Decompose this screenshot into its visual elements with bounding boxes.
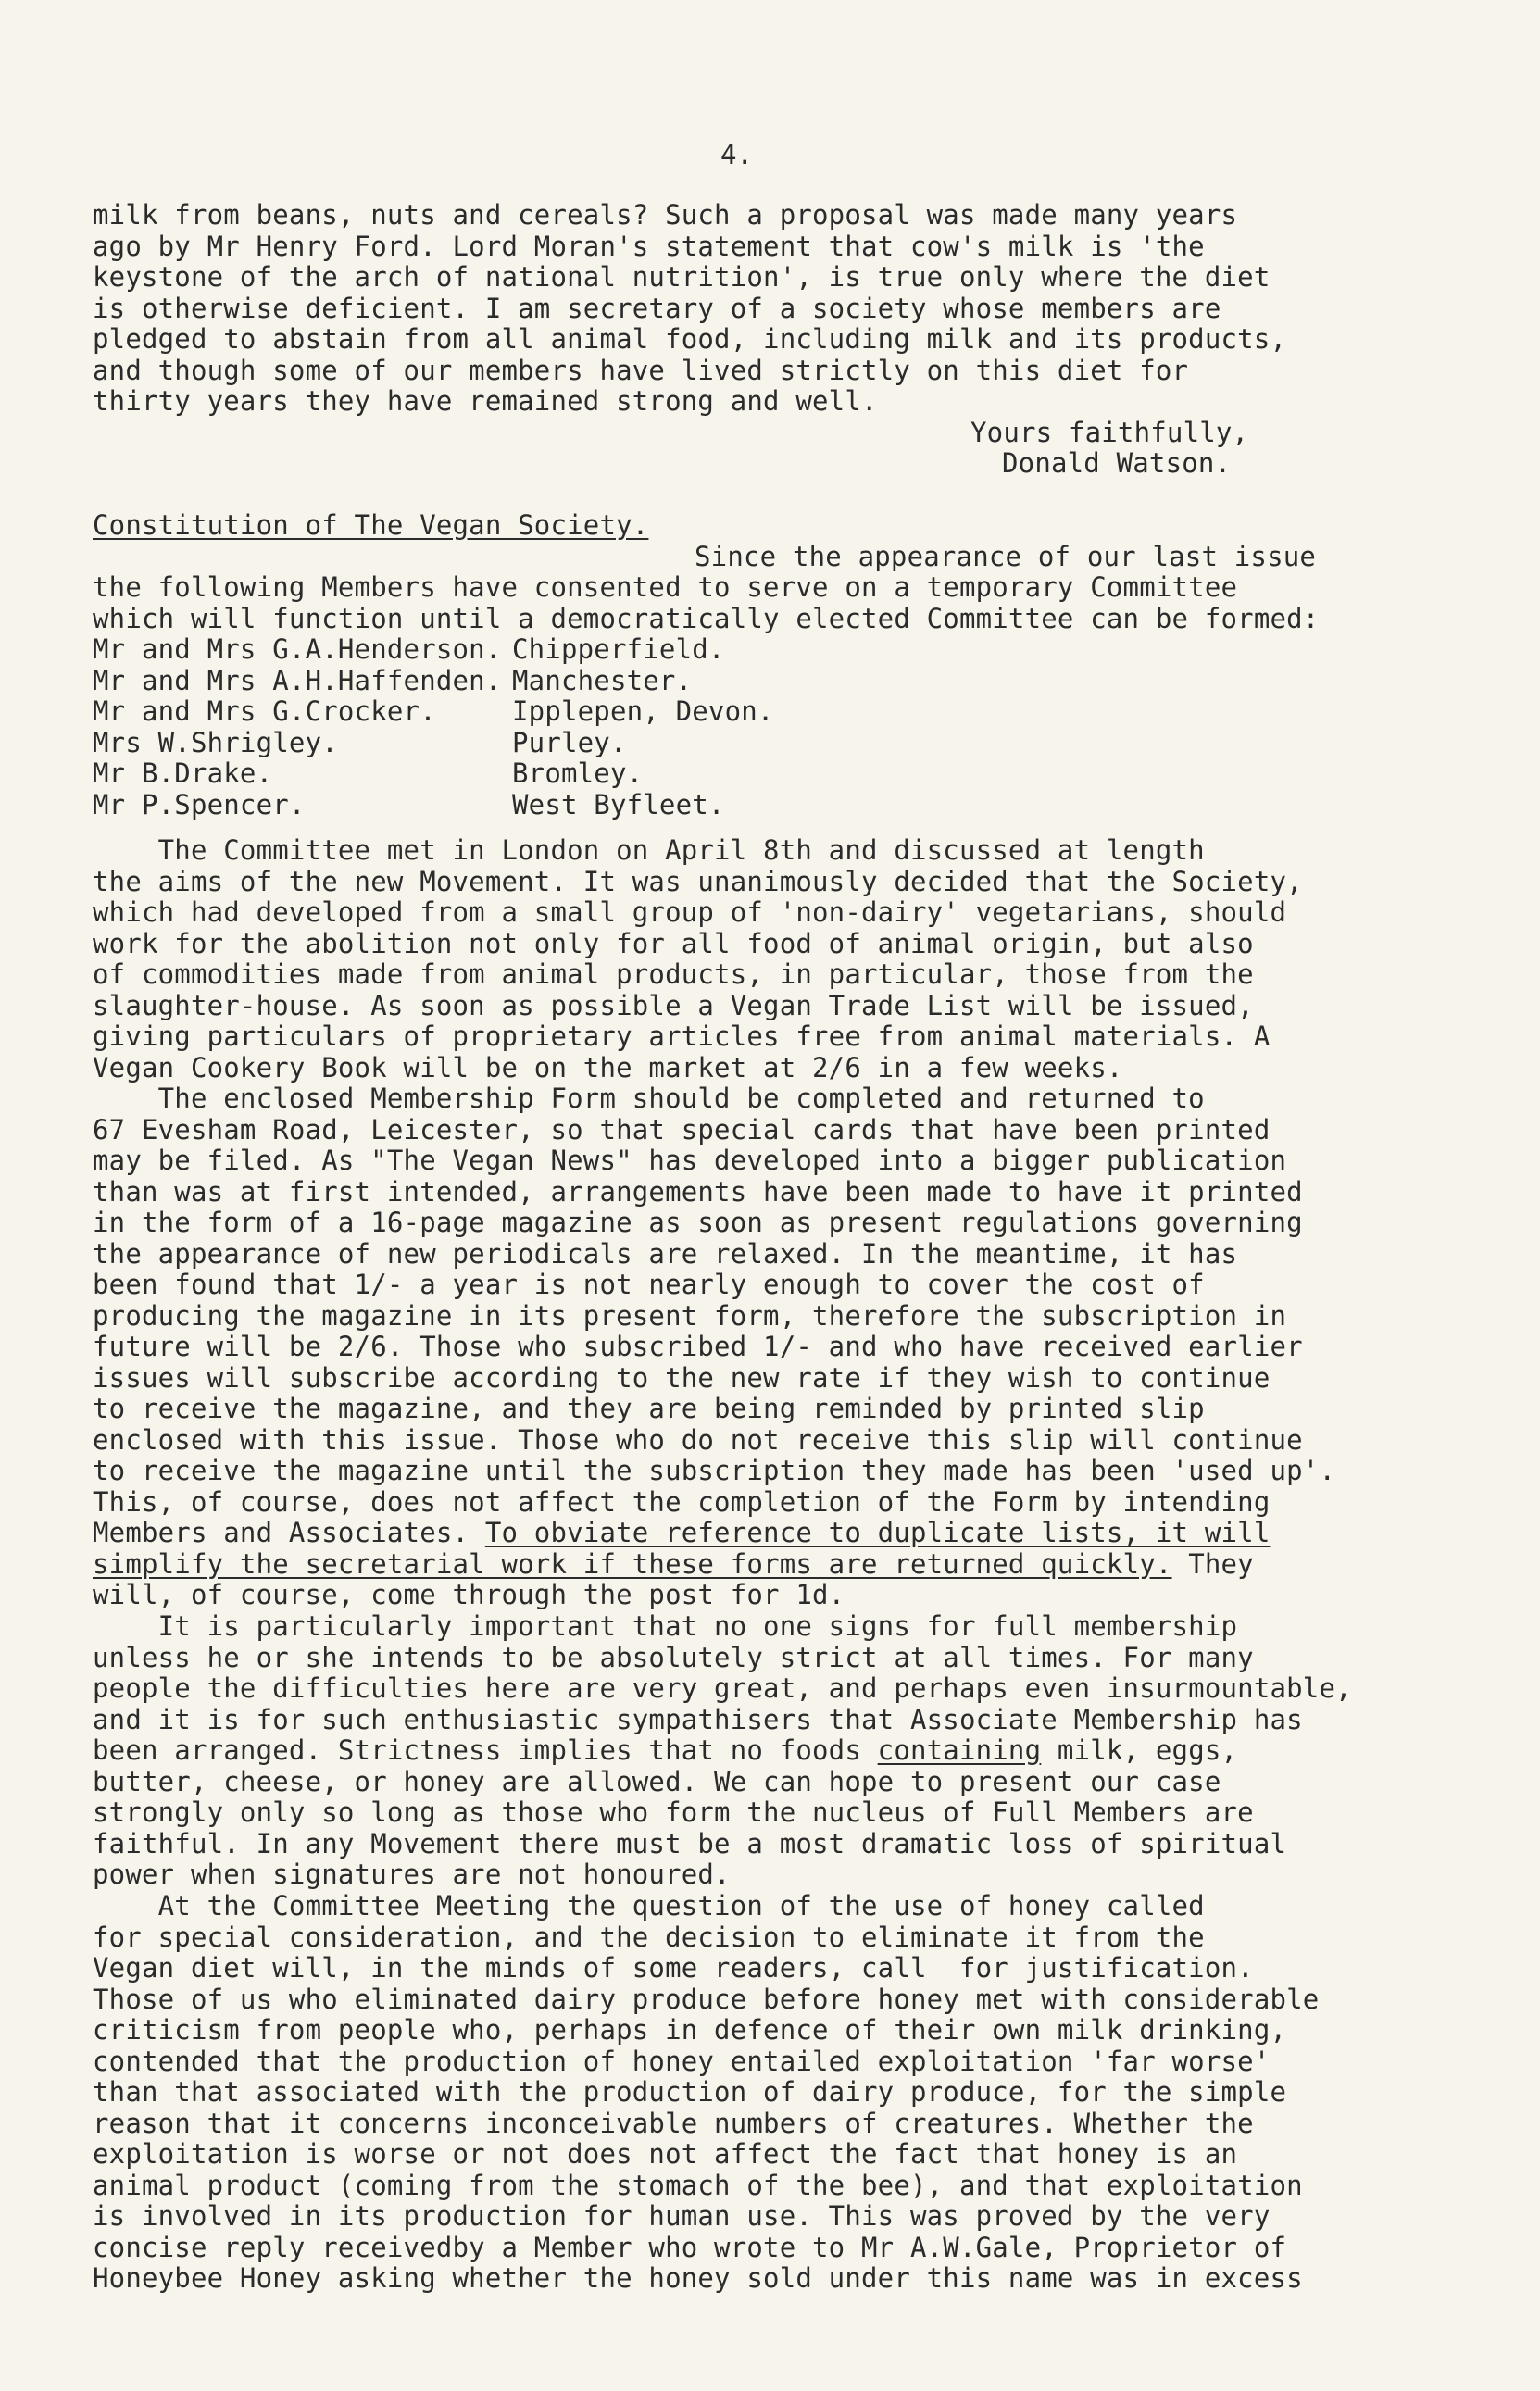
text-line: enclosed with this issue. Those who do not receive this slip will continue [93,1423,1303,1456]
text-line: giving particulars of proprietary articles free from animal materials. A [93,1020,1271,1052]
text-plain: been arranged. Strictness implies that no foods [93,1734,878,1766]
member-name: Mr and Mrs A.H.Haffenden. [93,664,502,696]
text-line: Vegan Cookery Book will be on the market at 2/6 in a few weeks. [93,1051,1123,1083]
text-line: The enclosed Membership Form should be completed and returned to [93,1083,1205,1114]
text-line: reason that it concerns inconceivable numbers of creatures. Whether the [93,2107,1254,2139]
text-line: faithful. In any Movement there must be a most dramatic loss of spiritual [93,1827,1287,1859]
text-line: the aims of the new Movement. It was unanimously decided that the Society, [93,865,1303,897]
text-plain: They [1171,1547,1254,1580]
text-line: been found that 1/- a year is not nearly enough to cover the cost of [93,1269,1205,1300]
member-name: Mr and Mrs G.Crocker. [93,695,436,727]
strict-membership-paragraph [93,1611,1482,1891]
text-line [93,1735,1482,1767]
text-line: which will function until a democratically elected Committee can be formed: [93,602,1320,634]
text-line: to receive the magazine until the subscription they made has been 'used up'. [93,1455,1336,1486]
text-line: issues will subscribe according to the new rate if they wish to continue [93,1361,1271,1394]
text-line: strongly only so long as those who form the nucleus of Full Members are [93,1796,1254,1828]
text-line [93,1549,1482,1581]
text-line: power when signatures are not honoured. [93,1859,731,1890]
text-plain: Members and Associates. [93,1517,485,1548]
section-heading: Constitution of The Vegan Society. [93,509,649,541]
text-line: the appearance of new periodicals are relaxed. In the meantime, it has [93,1237,1238,1270]
text-line: slaughter-house. As soon as possible a Vegan Trade List will be issued, [93,989,1254,1021]
meeting-paragraph [93,835,1482,1083]
text-line: 67 Evesham Road, Leicester, so that special cards that have been printed [93,1113,1271,1145]
text-line: unless he or she intends to be absolutely strict at all times. For many [93,1641,1254,1673]
text-line: animal product (coming from the stomach of the bee), and that exploitation [93,2169,1303,2201]
honey-paragraph [93,1891,1482,2295]
text-line: It is particularly important that no one signs for full membership [93,1610,1238,1642]
member-name: Mrs W.Shrigley. [93,726,338,758]
member-name: Mr P.Spencer. [93,788,306,820]
text-line: and it is for such enthusiastic sympathisers that Associate Membership has [93,1703,1303,1735]
text-line: Vegan diet will, in the minds of some readers, call for justification. [93,1952,1254,1984]
underlined-text: To obviate reference to duplicate lists, it will [484,1517,1271,1548]
letter-signature: Donald Watson. [1002,447,1232,479]
text-line: will, of course, come through the post for 1d. [93,1579,845,1610]
text-line: keystone of the arch of national nutrition', is true only where the diet [93,261,1271,293]
text-line: to receive the magazine, and they are being reminded by printed slip [93,1393,1205,1424]
member-place: Chipperfield. [512,633,725,665]
text-line: contended that the production of honey entailed exploitation 'far worse' [93,2045,1271,2077]
committee-member [93,696,1482,728]
text-line: This, of course, does not affect the completion of the Form by intending [93,1485,1271,1518]
letter-closing-paragraph [93,200,1482,480]
text-line: may be filed. As "The Vegan News" has developed into a bigger publication [93,1145,1287,1176]
text-plain: milk, eggs, [1041,1734,1238,1766]
text-line: producing the magazine in its present form, therefore the subscription in [93,1299,1287,1332]
text-line: milk from beans, nuts and cereals? Such a proposal was made many years [93,199,1238,231]
committee-member [93,728,1482,759]
committee-member [93,634,1482,666]
page-number: 4. [720,139,753,170]
text-line: future will be 2/6. Those who subscribed 1/- and who have received earlier [93,1331,1303,1362]
text-line: than that associated with the production of dairy produce, for the simple [93,2076,1287,2108]
text-line: in the form of a 16-page magazine as soon as present regulations governing [93,1207,1303,1238]
member-place: Ipplepen, Devon. [512,695,774,727]
member-name: Mr B.Drake. [93,757,273,789]
text-line: of commodities made from animal products, in particular, those from the [93,958,1254,990]
constitution-section [93,510,1482,820]
membership-paragraph [93,1083,1482,1611]
underlined-word: containing [877,1734,1042,1766]
text-line: which had developed from a small group of 'non-dairy' vegetarians, should [93,896,1287,928]
text-line: ago by Mr Henry Ford. Lord Moran's statement that cow's milk is 'the [93,230,1205,262]
text-line: concise reply receivedby a Member who wrote to Mr A.W.Gale, Proprietor of [93,2231,1287,2263]
text-line: At the Committee Meeting the question of the use of honey called [93,1890,1205,1922]
member-place: West Byfleet. [512,788,725,820]
text-line: work for the abolition not only for all food of animal origin, but also [93,927,1254,959]
text-line: people the difficulties here are very great, and perhaps even insurmountable, [93,1672,1352,1704]
committee-member [93,666,1482,697]
text-line: Since the appearance of our last issue [695,540,1317,572]
letter-signoff: Yours faithfully, [970,416,1249,448]
text-line: butter, cheese, or honey are allowed. We can hope to present our case [93,1765,1221,1797]
text-line: than was at first intended, arrangements have been made to have it printed [93,1175,1303,1208]
text-line: the following Members have consented to serve on a temporary Committee [93,571,1238,603]
text-line: thirty years they have remained strong and well. [93,385,878,417]
text-line: and though some of our members have lived strictly on this diet for [93,354,1189,386]
text-line: pledged to abstain from all animal food, including milk and its products, [93,323,1287,355]
member-place: Manchester. [512,664,693,696]
text-line: The Committee met in London on April 8th and discussed at length [93,834,1205,866]
text-line [93,1518,1482,1549]
committee-member [93,790,1482,821]
member-name: Mr and Mrs G.A.Henderson. [93,633,502,665]
member-place: Purley. [512,726,627,758]
committee-member [93,758,1482,790]
text-line: Those of us who eliminated dairy produce before honey met with considerable [93,1983,1320,2015]
member-place: Bromley. [512,757,644,789]
text-line: exploitation is worse or not does not affect the fact that honey is an [93,2138,1238,2170]
underlined-text: simplify the secretarial work if these forms are returned quickly. [93,1547,1172,1580]
text-line: is involved in its production for human use. This was proved by the very [93,2200,1271,2232]
text-line: is otherwise deficient. I am secretary of a society whose members are [93,292,1221,324]
text-line: for special consideration, and the decision to eliminate it from the [93,1921,1205,1953]
text-line: criticism from people who, perhaps in defence of their own milk drinking, [93,2014,1287,2046]
text-line: Honeybee Honey asking whether the honey sold under this name was in excess [93,2262,1303,2294]
committee-list [93,634,1482,820]
